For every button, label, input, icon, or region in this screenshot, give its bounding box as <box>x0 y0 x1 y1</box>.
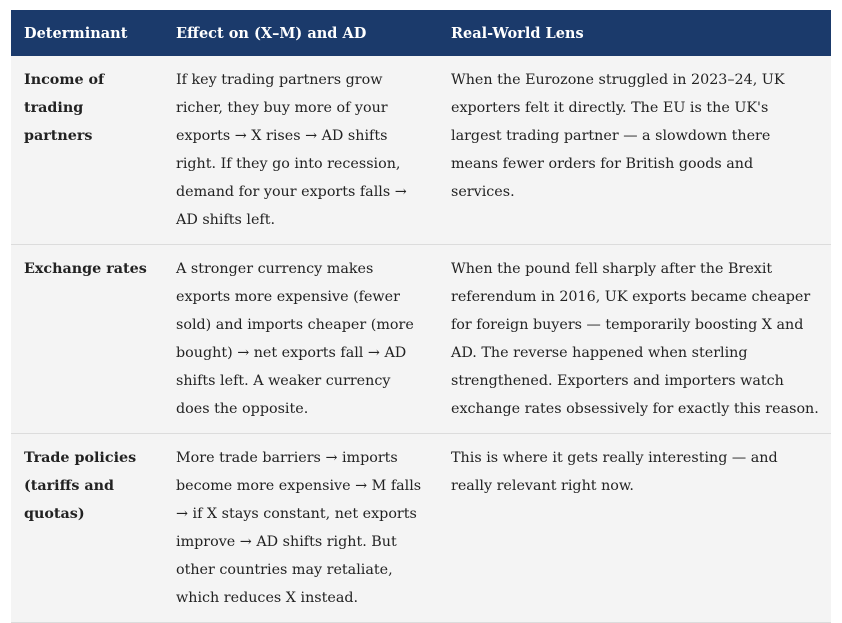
determinants-table <box>11 10 831 623</box>
lens-cell: When the pound fell sharply after the Brexit referendum in 2016, UK exports became cheaper for foreign buyers — temporarily boosting X and AD. The reverse happened when sterling strengthened. Exporters and importers watch exchange rates obsessively for exactly this reason. <box>438 245 831 434</box>
table-body <box>11 56 831 623</box>
header-determinant: Determinant <box>11 10 163 56</box>
table-row <box>11 56 831 245</box>
effect-cell: If key trading partners grow richer, they buy more of your exports → X rises → AD shifts right. If they go into recession, demand for your exports falls → AD shifts left. <box>163 56 438 245</box>
table-header <box>11 10 831 56</box>
table-row <box>11 434 831 623</box>
header-row <box>11 10 831 56</box>
determinant-cell: Income of trading partners <box>11 56 163 245</box>
determinant-cell: Trade policies (tariffs and quotas) <box>11 434 163 623</box>
determinant-cell: Exchange rates <box>11 245 163 434</box>
lens-cell: When the Eurozone struggled in 2023–24, UK exporters felt it directly. The EU is the UK's largest trading partner — a slowdown there means fewer orders for British goods and services. <box>438 56 831 245</box>
header-effect: Effect on (X–M) and AD <box>163 10 438 56</box>
header-real-world-lens: Real-World Lens <box>438 10 831 56</box>
determinants-table-container <box>11 10 831 623</box>
lens-cell: This is where it gets really interesting — and really relevant right now. <box>438 434 831 623</box>
effect-cell: More trade barriers → imports become more expensive → M falls → if X stays constant, net exports improve → AD shifts right. But other countries may retaliate, which reduces X instead. <box>163 434 438 623</box>
table-row <box>11 245 831 434</box>
effect-cell: A stronger currency makes exports more expensive (fewer sold) and imports cheaper (more bought) → net exports fall → AD shifts left. A weaker currency does the opposite. <box>163 245 438 434</box>
